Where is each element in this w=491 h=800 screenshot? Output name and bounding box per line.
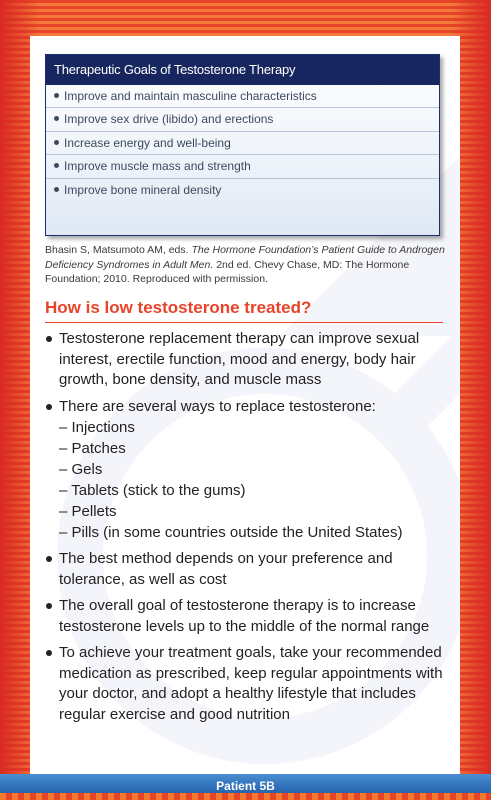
- content-card: [30, 36, 460, 774]
- bullet-item: [45, 397, 445, 544]
- bullet-item: [45, 549, 445, 590]
- goal-item: Improve and maintain masculine characteristics: [46, 85, 439, 108]
- citation-book-title: The Hormone Foundation’s Patient Guide to Androgen Deficiency Syndromes in Adult Men.: [45, 244, 445, 271]
- method-item: – Gels: [59, 461, 103, 478]
- citation-authors: Bhasin S, Matsumoto AM, eds.: [45, 244, 192, 256]
- footer-stripes: [0, 793, 491, 800]
- goal-item: Improve sex drive (libido) and erections: [46, 108, 439, 131]
- section-heading: How is low testosterone treated?: [45, 298, 443, 323]
- bullet-item: [45, 643, 445, 725]
- bullet-text: There are several ways to replace testosterone:: [59, 397, 376, 415]
- method-item: – Pills (in some countries outside the United States): [59, 524, 403, 541]
- goal-item: Improve muscle mass and strength: [46, 155, 439, 178]
- bullet-item: [45, 596, 445, 637]
- method-item: – Patches: [59, 440, 126, 457]
- bullet-text: The overall goal of testosterone therapy is to increase testosterone levels up to the middle of the normal range: [59, 597, 430, 635]
- method-item: – Tablets (stick to the gums): [59, 482, 246, 499]
- bullet-text: The best method depends on your preference and tolerance, as well as cost: [59, 550, 393, 588]
- bullet-item: [45, 329, 445, 391]
- goals-list: [46, 85, 439, 201]
- footer-bar: [0, 774, 491, 800]
- method-item: – Injections: [59, 419, 135, 436]
- citation-publication: 2nd ed. Chevy Chase, MD: The Hormone Foundation; 2010. Reproduced with permission.: [45, 258, 410, 285]
- method-item: – Pellets: [59, 503, 117, 520]
- goal-item: Improve bone mineral density: [46, 179, 439, 201]
- method-list: [59, 417, 445, 543]
- bullet-text: To achieve your treatment goals, take your recommended medication as prescribed, keep regular appointments with your doctor, and adopt a healthy lifestyle that includes regular exercise and good nutrition: [59, 644, 443, 723]
- therapeutic-goals-box: [45, 54, 440, 236]
- bullet-text: Testosterone replacement therapy can improve sexual interest, erectile function, mood and energy, body hair growth, bone density, and muscle mass: [59, 330, 420, 388]
- treatment-bullet-list: [45, 329, 445, 731]
- goals-box-title: Therapeutic Goals of Testosterone Therapy: [46, 55, 439, 85]
- goal-item: Increase energy and well-being: [46, 132, 439, 155]
- citation: [45, 243, 445, 287]
- footer-label: Patient 5B: [216, 779, 275, 793]
